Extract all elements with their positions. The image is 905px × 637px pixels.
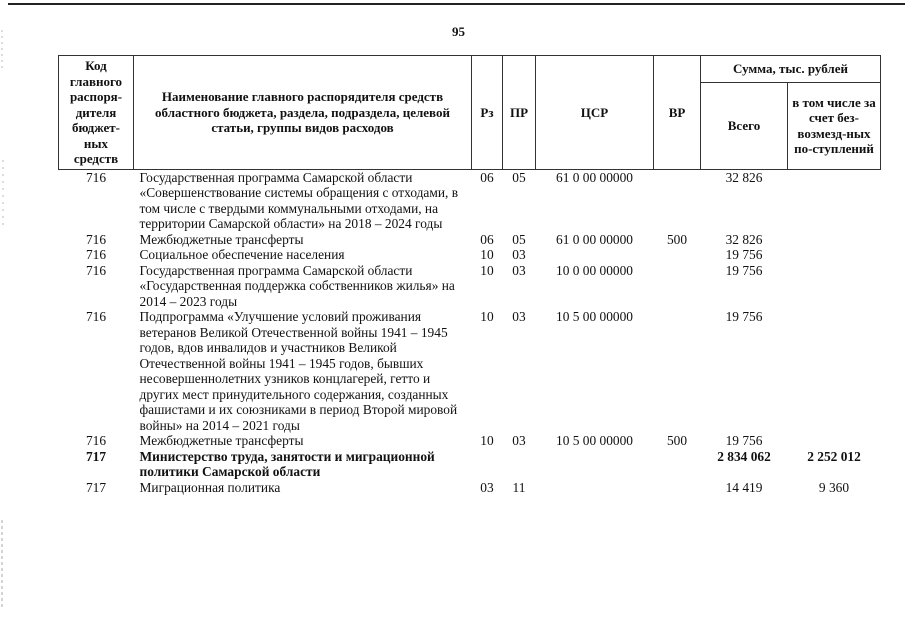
cell-name: Межбюджетные трансферты [139, 231, 304, 247]
page-number: 95 [452, 24, 465, 39]
cell-vr [654, 480, 701, 496]
cell-free [788, 309, 881, 433]
cell-vr [654, 309, 701, 433]
cell-pr: 03 [512, 262, 526, 278]
cell-csr: 10 5 00 00000 [556, 309, 633, 324]
cell-csr: 61 0 00 00000 [556, 169, 633, 185]
cell-name: Министерство труда, занятости и миграционной политики Самарской области [139, 448, 435, 479]
cell-csr [536, 247, 654, 263]
cell-name: Государственная программа Самарской области «Совершенствование системы обращения с отходами, в том числе с твердыми коммунальными отходами, на территории Самарской области» на 2018 – 2024 годы [139, 169, 459, 231]
cell-code: 716 [85, 309, 107, 324]
cell-pr [503, 449, 536, 480]
cell-total: 19 756 [725, 247, 763, 262]
cell-csr [536, 480, 654, 496]
header-csr: ЦСР [536, 56, 654, 170]
cell-total: 2 834 062 [717, 448, 771, 464]
table-row [59, 309, 881, 433]
header-total: Всего [701, 82, 788, 169]
cell-code: 716 [85, 262, 107, 278]
header-vr: ВР [654, 56, 701, 170]
cell-pr: 11 [512, 479, 526, 495]
cell-name: Миграционная политика [139, 479, 281, 495]
cell-vr: 500 [666, 231, 688, 247]
scan-edge-marks [0, 0, 6, 637]
cell-rz: 10 [480, 433, 494, 448]
cell-csr: 10 5 00 00000 [556, 433, 633, 448]
cell-free: 2 252 012 [807, 448, 861, 464]
cell-rz: 10 [480, 309, 494, 324]
table-row [59, 263, 881, 310]
cell-csr [536, 449, 654, 480]
cell-name: Подпрограмма «Улучшение условий проживания ветеранов Великой Отечественной войны 1941 – 1945 годов, вдов инвалидов и участников Великой Отечественной войны 1941 – 1945 годов, бывших несовершеннолетних узников концлагерей, гетто и других мест принудительного содержания, созданных фашистами и их союзниками в период Второй мировой войны» на 2014 – 2021 годы [139, 309, 458, 433]
cell-pr: 03 [512, 433, 526, 448]
cell-free [788, 263, 881, 310]
table-row [59, 247, 881, 263]
header-rz: Рз [472, 56, 503, 170]
cell-pr: 03 [512, 309, 526, 324]
cell-rz: 03 [480, 479, 494, 495]
cell-name: Государственная программа Самарской области «Государственная поддержка собственников жилья» на 2014 – 2023 годы [139, 262, 455, 309]
cell-free [788, 169, 881, 232]
table-row [59, 169, 881, 232]
cell-code: 717 [85, 448, 107, 464]
header-name: Наименование главного распорядителя средств областного бюджета, раздела, подраздела, целевой статьи, группы видов расходов [134, 56, 472, 170]
header-pr: ПР [503, 56, 536, 170]
cell-total: 19 756 [725, 309, 763, 324]
cell-pr: 03 [512, 247, 526, 262]
cell-total: 32 826 [725, 231, 763, 247]
cell-rz: 10 [480, 247, 494, 262]
table-row [59, 232, 881, 248]
cell-code: 716 [85, 433, 107, 448]
cell-free [788, 433, 881, 449]
table-row [59, 480, 881, 496]
budget-table [58, 55, 881, 495]
cell-rz: 06 [480, 169, 494, 185]
top-rule [8, 3, 905, 5]
table-header [59, 56, 881, 170]
cell-code: 716 [85, 169, 107, 185]
cell-free: 9 360 [818, 479, 850, 495]
cell-total: 19 756 [725, 433, 763, 448]
table-body [59, 169, 881, 495]
header-free: в том числе за счет без-возмезд-ных по-ступлений [788, 82, 881, 169]
cell-total: 19 756 [725, 262, 763, 278]
table-row [59, 449, 881, 480]
cell-vr [654, 247, 701, 263]
header-sum-group: Сумма, тыс. рублей [701, 56, 881, 83]
cell-csr: 61 0 00 00000 [556, 231, 633, 247]
cell-rz: 10 [480, 262, 494, 278]
cell-code: 716 [85, 231, 107, 247]
header-code: Код главного распоря-дителя бюджет-ных средств [59, 56, 134, 170]
cell-rz: 06 [480, 231, 494, 247]
cell-code: 716 [85, 247, 107, 262]
table-row [59, 433, 881, 449]
cell-pr: 05 [512, 231, 526, 247]
cell-csr: 10 0 00 00000 [556, 262, 633, 278]
cell-free [788, 247, 881, 263]
cell-pr: 05 [512, 169, 526, 185]
cell-rz [472, 449, 503, 480]
cell-vr [654, 449, 701, 480]
cell-vr [654, 263, 701, 310]
cell-total: 14 419 [725, 479, 763, 495]
cell-name: Социальное обеспечение населения [139, 247, 345, 262]
cell-free [788, 232, 881, 248]
cell-code: 717 [85, 479, 107, 495]
cell-total: 32 826 [725, 169, 763, 185]
cell-name: Межбюджетные трансферты [139, 433, 304, 448]
cell-vr [654, 169, 701, 232]
cell-vr: 500 [666, 433, 688, 448]
